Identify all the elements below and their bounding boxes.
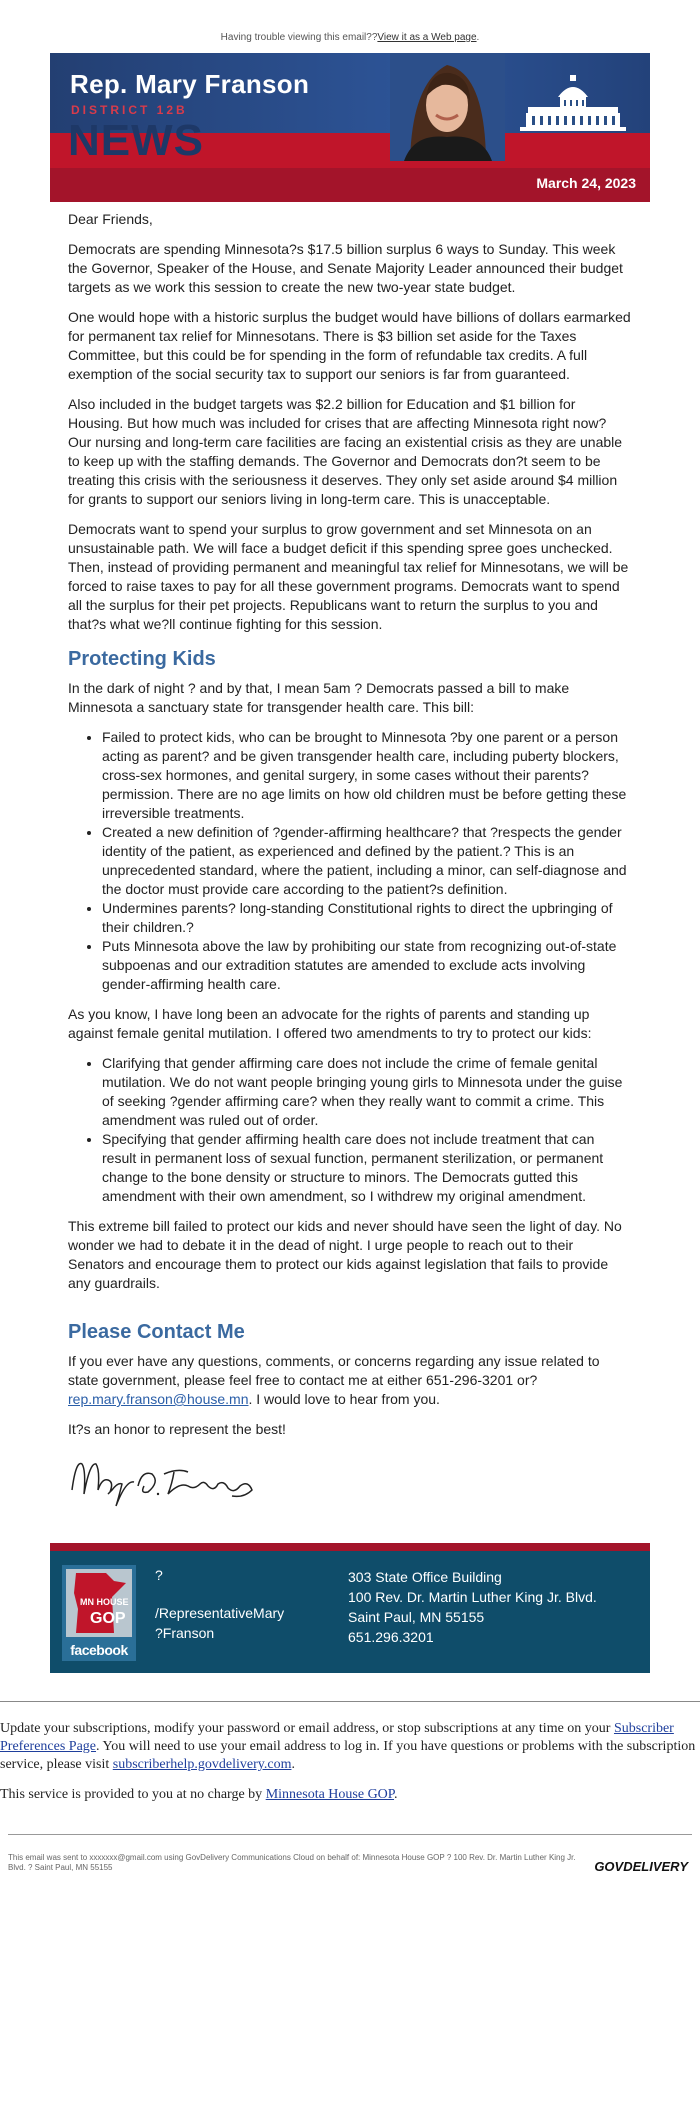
house-gop-link[interactable]: Minnesota House GOP <box>265 1787 395 1802</box>
list-item: • Specifying that gender affirming health care does not include treatment that can result in permanent loss of sexual function, permanent sterilization, or permanent change to the bone density or structure to minors. The Democrats gutted this amendment with their own amendment, so I withdrew my original amendment. <box>102 1130 632 1206</box>
paragraph-surplus: Democrats are spending Minnesota?s $17.5 billion surplus 6 ways to Sunday. This week the Governor, Speaker of the House, and Senate Majority Leader announced their budget targets as we work this session to create the new two-year state budget. <box>68 241 623 295</box>
bill-bullet-list <box>68 728 632 994</box>
facebook-placeholder: ? <box>155 1567 163 1583</box>
svg-text:MN HOUSE: MN HOUSE <box>80 1597 129 1607</box>
list-item: • Puts Minnesota above the law by prohibiting our state from recognizing out-of-state subpoenas and our extradition statutes are amended to exclude acts involving gender-affirming health care. <box>102 937 632 994</box>
paragraph-amendments-intro: As you know, I have long been an advocate for the rights of parents and standing up against female genital mutilation. I offered two amendments to try to protect our kids: <box>68 1006 592 1041</box>
paragraph-budget-targets: Also included in the budget targets was $2.2 billion for Education and $1 billion for Housing. But how much was included for crises that are affecting Minnesota right now? Our nursing and long-term care facilities are facing an existential crisis as they are unable to keep up with the staffing demands. The Governor and Democrats don?t seem to be treating this crisis with the seriousness it deserves. They only set aside around $4 million for grants to support our seniors living in long-term care. This is unacceptable. <box>68 396 623 507</box>
signature <box>68 1450 632 1513</box>
office-phone: 651.296.3201 <box>348 1629 434 1645</box>
web-view-text: Having trouble viewing this email?? <box>220 32 378 43</box>
newsletter-body <box>50 202 650 1543</box>
facebook-label: facebook <box>70 1642 128 1658</box>
address-line: 100 Rev. Dr. Martin Luther King Jr. Blvd. <box>348 1589 597 1605</box>
legal-footer <box>8 1834 692 1903</box>
honor-line: It?s an honor to represent the best! <box>68 1421 286 1437</box>
service-text: . <box>394 1787 398 1802</box>
list-item: • Clarifying that gender affirming care does not include the crime of female genital mutilation. We do not want people bringing young girls to Minnesota under the guise of seeking ?gender affirming care? when they really want to commit a crime. This amendment was ruled out of order. <box>102 1054 632 1130</box>
paragraph-spending: Democrats want to spend your surplus to grow government and set Minnesota on an unsustainable path. We will face a budget deficit if this spending spree goes unchecked. Then, instead of providing permanent and meaningful tax relief for Minnesotans, we will be forced to raise taxes to pay for all these government programs. Democrats want to spend all the surplus for their pet projects. Republicans want to return the surplus to you and that?s what we?ll continue fighting for this session. <box>68 521 629 632</box>
newsletter-footer <box>50 1551 650 1673</box>
amendment-bullet-list <box>68 1054 632 1206</box>
paragraph-extreme-bill: This extreme bill failed to protect our kids and never should have seen the light of day. No wonder we had to debate it in the dead of night. I urge people to reach out to their Senators and encourage them to protect our kids against legislation that fails to provide any guardrails. <box>68 1218 622 1291</box>
subscription-text: . <box>291 1757 295 1772</box>
web-view-link[interactable]: View it as a Web page <box>377 32 477 43</box>
facebook-logo[interactable] <box>62 1565 136 1661</box>
greeting: Dear Friends, <box>68 211 153 227</box>
newsletter-date: March 24, 2023 <box>536 175 636 191</box>
svg-text:GOP: GOP <box>90 1610 126 1627</box>
representative-photo <box>390 53 505 161</box>
paragraph-tax-relief: One would hope with a historic surplus the budget would have billions of dollars earmarked for permanent tax relief for Minnesotans. There is $3 billion set aside for the Taxes Committee, but this could be for spending in the form of refundable tax credits. A full exemption of the social security tax to support our seniors is far from guaranteed. <box>68 309 631 382</box>
subscriber-help-link[interactable]: subscriberhelp.govdelivery.com <box>112 1757 292 1772</box>
subscription-paragraph <box>0 1720 700 1774</box>
subscription-text: Update your subscriptions, modify your password or email address, or stop subscriptions at any time on your <box>0 1721 614 1736</box>
web-view-tail: . <box>476 32 480 43</box>
sent-to-notice: This email was sent to xxxxxxx@gmail.com using GovDelivery Communications Cloud on behalf of: Minnesota House GOP ? 100 Rev. Dr. Martin Luther King Jr. Blvd. ? Saint Paul, MN 55155 <box>8 1853 576 1872</box>
facebook-handle-line-2: ?Franson <box>155 1625 215 1641</box>
subscriber-preferences-link[interactable]: Subscriber Preferences Page <box>0 1721 674 1754</box>
paragraph-kids-intro: In the dark of night ? and by that, I mean 5am ? Democrats passed a bill to make Minnesota a sanctuary state for transgender health care. This bill: <box>68 680 570 715</box>
footer-divider <box>50 1543 650 1551</box>
contact-tail: . I would love to hear from you. <box>248 1391 440 1407</box>
list-item: • Failed to protect kids, who can be brought to Minnesota ?by one parent or a person acting as parent? and be given transgender health care, including puberty blockers, cross-sex hormones, and genital surgery, in some cases without their parents? permission. There are no age limits on how old children must be before getting these irreversible treatments. <box>102 728 632 823</box>
newsletter <box>50 53 650 1673</box>
subscription-management <box>0 1701 700 1804</box>
representative-name: Rep. Mary Franson <box>70 69 310 99</box>
signature-image <box>68 1450 258 1508</box>
address-line: Saint Paul, MN 55155 <box>348 1609 485 1625</box>
paragraph-contact <box>68 1352 632 1409</box>
list-item: • Created a new definition of ?gender-affirming healthcare? that ?respects the gender identity of the patient, as experienced and defined by the patient.? This is an unprecedented standard, where the patient, including a minor, can self-diagnose and the doctor must provide care according to the patient?s definition. <box>102 823 632 899</box>
service-text: This service is provided to you at no charge by <box>0 1787 266 1802</box>
office-address <box>348 1567 597 1647</box>
heading-contact: Please Contact Me <box>68 1321 245 1343</box>
district-label: DISTRICT 12B <box>71 103 188 117</box>
subscription-text: . You will need to use your email address to log in. If you have questions or problems with the subscription service, please visit <box>0 1739 696 1772</box>
heading-protecting-kids: Protecting Kids <box>68 648 216 670</box>
minnesota-map-icon <box>66 1569 132 1637</box>
capitol-building-icon <box>518 73 628 133</box>
contact-text: If you ever have any questions, comments, or concerns regarding any issue related to state government, please feel free to contact me at either 651-296-3201 or? <box>68 1353 600 1388</box>
address-line: 303 State Office Building <box>348 1569 502 1585</box>
govdelivery-logo[interactable]: GOVDELIVERY <box>594 1859 688 1874</box>
facebook-handle-line-1: /RepresentativeMary <box>155 1605 285 1621</box>
newsletter-header <box>50 53 650 202</box>
email-link[interactable]: rep.mary.franson@house.mn <box>68 1391 249 1407</box>
news-label: NEWS <box>68 116 204 165</box>
web-view-notice <box>0 0 700 53</box>
list-item: • Undermines parents? long-standing Constitutional rights to direct the upbringing of their children.? <box>102 899 632 937</box>
facebook-handle[interactable] <box>155 1603 284 1643</box>
service-paragraph <box>0 1786 700 1804</box>
